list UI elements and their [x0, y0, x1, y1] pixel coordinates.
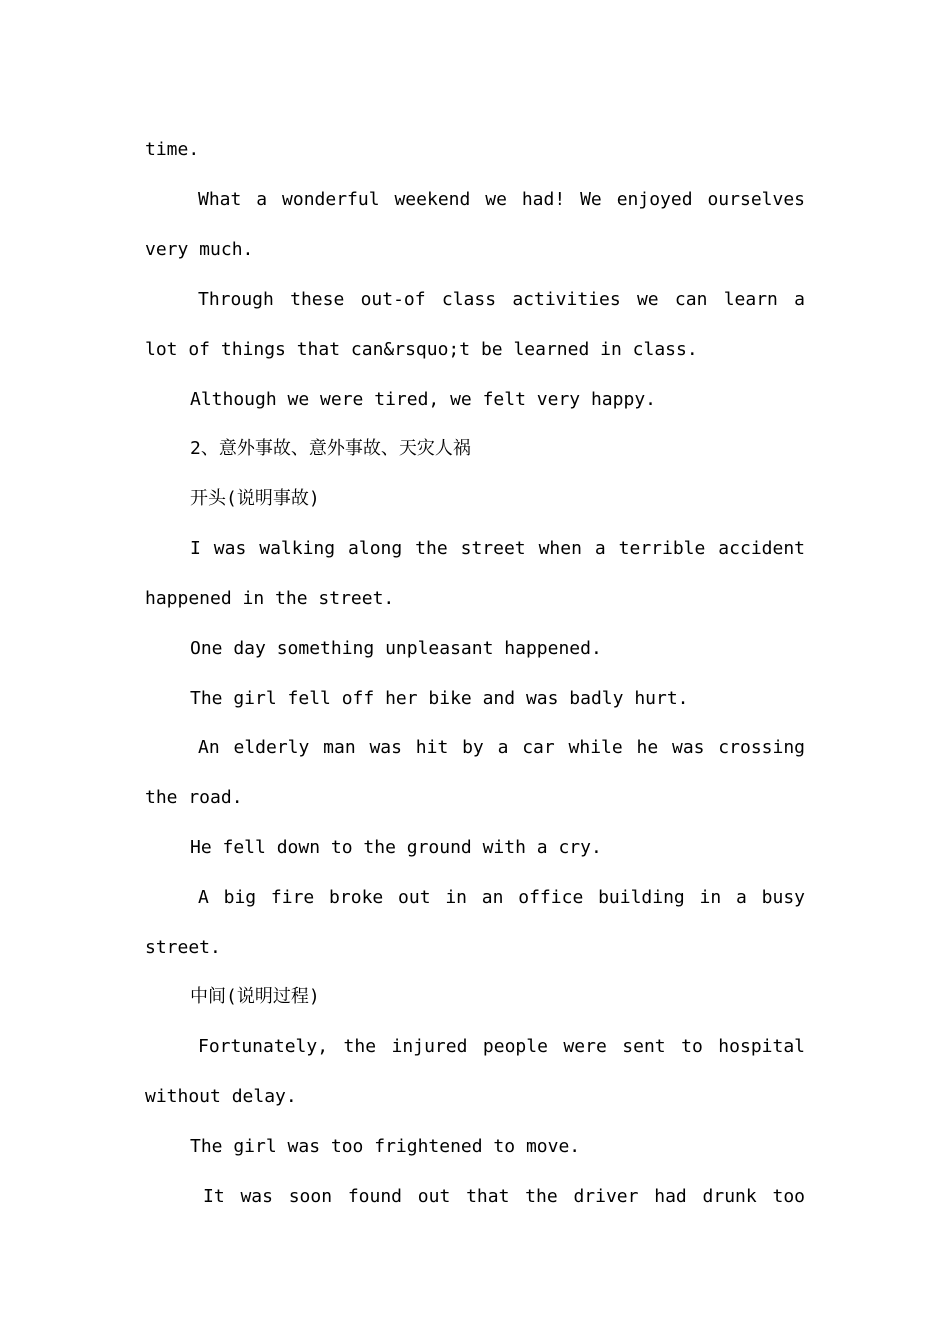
- text-line-21: The girl was too frightened to move.: [190, 1136, 581, 1157]
- text-line-20: without delay.: [145, 1086, 297, 1107]
- text-line-5: lot of things that can&rsquo;t be learned in class.: [145, 339, 698, 360]
- text-line-22: It was soon found out that the driver had drunk too: [203, 1186, 805, 1207]
- text-line-16: A big fire broke out in an office building in a busy: [198, 887, 805, 908]
- text-line-6: Although we were tired, we felt very happy.: [190, 389, 656, 410]
- text-line-4: Through these out-of class activities we can learn a: [198, 289, 805, 310]
- text-line-3: very much.: [145, 239, 254, 260]
- text-line-1: time.: [145, 139, 200, 160]
- section-heading-accidents: 2、意外事故、意外事故、天灾人祸: [190, 438, 471, 459]
- text-line-13: An elderly man was hit by a car while he was crossing: [198, 737, 805, 758]
- text-line-9: I was walking along the street when a terrible accident: [190, 538, 805, 559]
- text-line-19: Fortunately, the injured people were sent to hospital: [198, 1036, 805, 1057]
- text-line-2: What a wonderful weekend we had! We enjoyed ourselves: [198, 189, 805, 210]
- text-line-14: the road.: [145, 787, 243, 808]
- text-line-11: One day something unpleasant happened.: [190, 638, 602, 659]
- text-line-15: He fell down to the ground with a cry.: [190, 837, 602, 858]
- subheading-middle: 中间(说明过程): [190, 986, 320, 1007]
- text-line-17: street.: [145, 937, 221, 958]
- text-line-10: happened in the street.: [145, 588, 395, 609]
- text-line-12: The girl fell off her bike and was badly hurt.: [190, 688, 689, 709]
- subheading-opening: 开头(说明事故): [190, 488, 320, 509]
